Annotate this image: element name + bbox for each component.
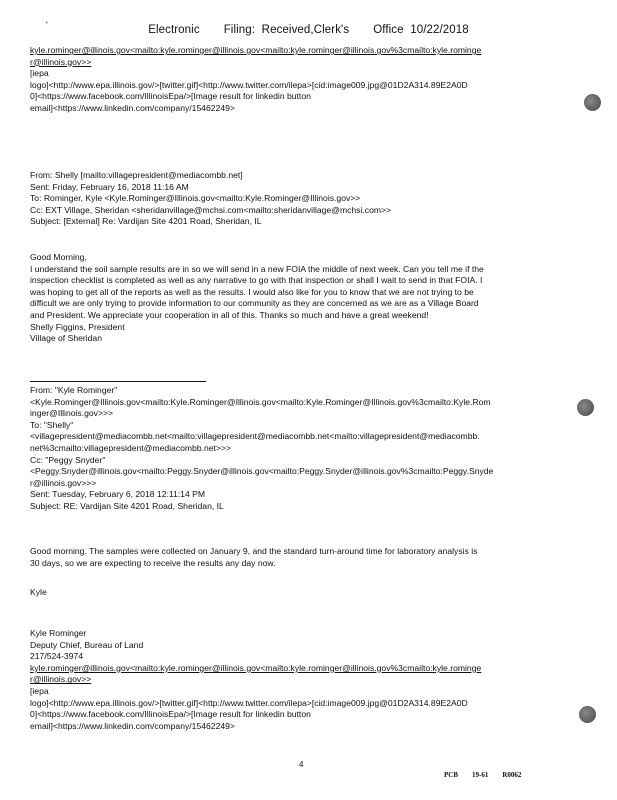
text-line: [iepa [30, 68, 49, 79]
signoff: Kyle [30, 587, 47, 597]
separator-line [30, 381, 206, 382]
stamp-date: 10/22/2018 [410, 24, 469, 36]
email2-signoff [30, 587, 578, 599]
filing-stamp [0, 24, 617, 36]
email-to: To: "Shelly" [30, 419, 74, 430]
email-link-line[interactable]: r@illinois.gov>> [30, 56, 92, 67]
email-to-address[interactable]: net%3cmailto:villagepresident@mediacombb.net>>> [30, 442, 232, 453]
bates-number [444, 771, 535, 779]
text-line: [iepa [30, 685, 49, 696]
link-line[interactable]: email]<https://www.linkedin.com/company/15462249> [30, 102, 235, 113]
sender-name: Shelly Figgins, President [30, 321, 125, 332]
email-subject: Subject: [External] Re: Vardijan Site 4201 Road, Sheridan, IL [30, 216, 262, 227]
punch-hole [579, 706, 596, 723]
email2-signature [30, 628, 578, 732]
link-line[interactable]: email]<https://www.linkedin.com/company/15462249> [30, 720, 235, 731]
email-sent: Sent: Tuesday, February 6, 2018 12:11:14 PM [30, 489, 206, 500]
email2-header [30, 385, 578, 513]
stamp-filing: Filing: [223, 24, 256, 36]
link-line[interactable]: 0]<https://www.facebook.com/IllinoisEpa/>[Image result for linkedin button [30, 91, 311, 102]
email-cc: Cc: EXT Village, Sheridan <sheridanvillage@mchsi.com<mailto:sheridanvillage@mchsi.com>> [30, 204, 392, 215]
email-to: To: Rominger, Kyle <Kyle.Rominger@Illinois.gov<mailto:Kyle.Rominger@Illinois.gov>> [30, 193, 361, 204]
body-line: and President. We appreciate your cooperation in all of this. Thanks so much and have a great weekend! [30, 309, 429, 320]
email-link-line[interactable]: kyle.rominger@illinois.gov<mailto:kyle.rominger@illinois.gov<mailto:kyle.rominger@illinois.gov%3cmailto:kyle.rominge [30, 45, 482, 55]
email-subject: Subject: RE: Vardijan Site 4201 Road, Sheridan, IL [30, 500, 224, 511]
signature-title: Deputy Chief, Bureau of Land [30, 639, 144, 650]
stamp-electronic: Electronic [148, 24, 200, 36]
body-line: inspection checklist is completed as well as any narrative to go with that inspection or shall I wait to send in that FOIA. I [30, 275, 483, 286]
bates-page: R0062 [502, 771, 522, 779]
bates-case: 19-61 [472, 771, 489, 779]
email-cc-address[interactable]: r@illinois.gov>>> [30, 477, 97, 488]
email-sent: Sent: Friday, February 16, 2018 11:16 AM [30, 181, 189, 192]
link-line[interactable]: logo]<http://www.epa.illinois.gov/>[twitter.gif]<http://www.twitter.com/ilepa>[cid:image009.jpg@01D2A314.89E2A0D [30, 697, 468, 708]
punch-hole [584, 94, 601, 111]
greeting: Good Morning, [30, 252, 87, 262]
body-line: difficult we are only trying to provide information to our community as they are concerned as we are as a Village Board [30, 298, 479, 309]
scan-mark: ' [46, 20, 48, 30]
email-from: From: "Kyle Rominger" [30, 385, 118, 395]
body-line: Good morning. The samples were collected on January 9, and the standard turn-around time for laboratory analysis is [30, 546, 478, 556]
sender-org: Village of Sheridan [30, 333, 102, 344]
body-line: I understand the soil sample results are in so we will send in a new FOIA the middle of next week. Can you tell me if the [30, 263, 484, 274]
signature-name: Kyle Rominger [30, 628, 87, 638]
signature-phone: 217/524-3974 [30, 651, 84, 662]
email2-body [30, 546, 578, 569]
punch-hole [577, 399, 594, 416]
email-cc: Cc: "Peggy Snyder" [30, 454, 106, 465]
body-line: 30 days, so we are expecting to receive the results any day now. [30, 557, 276, 568]
email-from-address[interactable]: inger@Illinois.gov>>> [30, 408, 114, 419]
body-line: was hoping to get all of the reports as well as the results. I would also like for you to know that we are not trying to be [30, 286, 474, 297]
stamp-office: Office [373, 24, 404, 36]
bates-prefix: PCB [444, 771, 458, 779]
email-from: From: Shelly [mailto:villagepresident@mediacombb.net] [30, 170, 243, 180]
email-cc-address[interactable]: <Peggy.Snyder@illinois.gov<mailto:Peggy.Snyder@illinois.gov<mailto:Peggy.Snyder@illinois.gov%3cmailto:Peggy.Snyde [30, 466, 494, 477]
stamp-received: Received,Clerk's [261, 24, 350, 36]
email1-header [30, 170, 578, 228]
email-to-address[interactable]: <villagepresident@mediacombb.net<mailto:villagepresident@mediacombb.net<mailto:villagepresident@mediacombb. [30, 431, 480, 442]
link-line[interactable]: 0]<https://www.facebook.com/IllinoisEpa/>[Image result for linkedin button [30, 709, 311, 720]
page-number: 4 [299, 760, 304, 769]
email1-body [30, 252, 578, 345]
top-signature-links [30, 45, 578, 115]
email-link-line[interactable]: kyle.rominger@illinois.gov<mailto:kyle.rominger@illinois.gov<mailto:kyle.rominger@illinois.gov%3cmailto:kyle.rominge [30, 662, 482, 673]
email-from-address[interactable]: <Kyle.Rominger@Illinois.gov<mailto:Kyle.Rominger@Illinois.gov<mailto:Kyle.Rominger@Illinois.gov%3cmailto:Kyle.Rom [30, 396, 491, 407]
link-line[interactable]: logo]<http://www.epa.illinois.gov/>[twitter.gif]<http://www.twitter.com/ilepa>[cid:image009.jpg@01D2A314.89E2A0D [30, 79, 468, 90]
email-link-line[interactable]: r@illinois.gov>> [30, 674, 92, 685]
